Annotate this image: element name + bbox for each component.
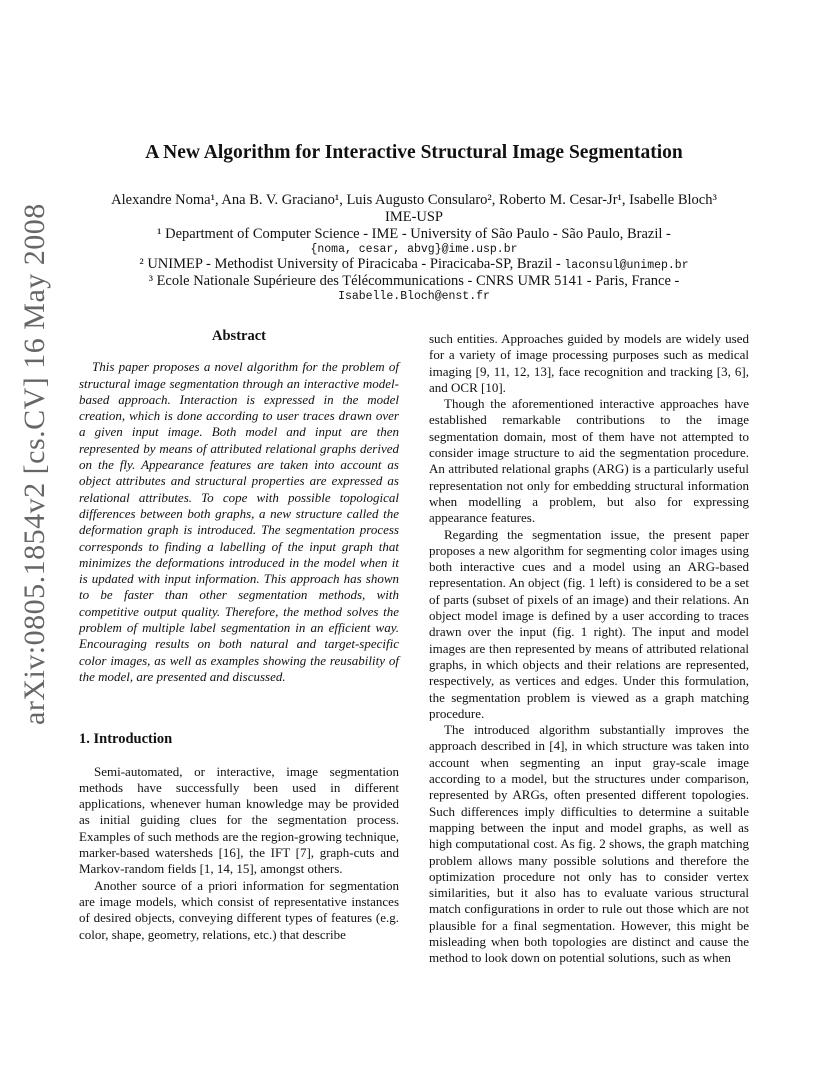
- affiliation-1: ¹ Department of Computer Science - IME - University of São Paulo - São Paulo, Brazil -: [157, 226, 671, 242]
- right-paragraph-1: such entities. Approaches guided by models are widely used for a variety of image processing purposes such as medical imaging [9, 11, 12, 13], face recognition and tracking [3, 6], and OCR [10].: [429, 331, 749, 395]
- email-2: laconsul@unimep.br: [564, 259, 689, 272]
- paper-title: A New Algorithm for Interactive Structural Image Segmentation: [145, 142, 683, 163]
- section-heading-introduction: 1. Introduction: [79, 731, 173, 748]
- left-column: [79, 328, 399, 943]
- author-block: [0, 192, 828, 303]
- affiliation-3: ³ Ecole Nationale Supérieure des Télécommunications - CNRS UMR 5141 - Paris, France -: [148, 273, 680, 289]
- right-paragraph-2: Though the aforementioned interactive approaches have established remarkable contributions to the image segmentation domain, most of them have not attempted to consider image structure to aid the segmentation procedure. An attributed relational graphs (ARG) is a particularly useful representation not only for embedding structural information when modelling a problem, but also for expressing appearance features.: [429, 396, 749, 526]
- right-paragraph-3: Regarding the segmentation issue, the present paper proposes a new algorithm for segmenting color images using both interactive cues and a model using an ARG-based representation. An object (fig. 1 left) is considered to be a set of parts (subset of pixels of an image) and their relations. An object model image is defined by a user according to traces drawn over the input (fig. 1 right). The input and model images are then represented by means of attributed relational graphs, in which objects and their relations are represented, respectively, as vertices and edges. Under this formulation, the segmentation problem is viewed as a graph matching procedure.: [429, 526, 749, 721]
- email-3: Isabelle.Bloch@enst.fr: [338, 290, 490, 303]
- abstract-text: This paper proposes a novel algorithm for the problem of structural image segmentation through an interactive model-based approach. Interaction is expressed in the model creation, which is done according to user traces drawn over a given input image. Both model and input are then represented by means of attributed relational graphs derived on the fly. Appearance features are taken into account as object attributes and structural properties are expressed as relational attributes. To cope with possible topological differences between both graphs, a new structure called the deformation graph is introduced. The segmentation process corresponds to finding a labelling of the input graph that minimizes the deformations introduced in the model when it is updated with input information. This approach has shown to be faster than other segmentation methods, with competitive output quality. Therefore, the method solves the problem of multiple label segmentation in an efficient way. Encouraging results on both natural and target-specific color images, as well as examples showing the reusability of the model, are presented and discussed.: [79, 359, 399, 684]
- abstract-heading: Abstract: [212, 328, 266, 344]
- right-paragraph-4: The introduced algorithm substantially improves the approach described in [4], in which structure was taken into account when segmenting an input gray-scale image according to a model, but the structures under comparison, represented by ARGs, often presented different topologies. Such differences imply difficulties to determine a suitable mapping between the input and model graphs, as well as high computational cost. As fig. 2 shows, the graph matching problem allows many possible solutions and therefore the optimization procedure not only has to consider vertex similarities, but it also has to evaluate various structural match configurations in order to rule out those which are not plausible for a final segmentation. However, this might be misleading when both topologies are distinct and cause the method to look down on potential solutions, such as when: [429, 722, 749, 966]
- author-institution: IME-USP: [384, 209, 443, 225]
- intro-paragraph-1: Semi-automated, or interactive, image segmentation methods have successfully been used in different applications, whenever human knowledge may be provided as initial guiding clues for the segmentation process. Examples of such methods are the region-growing technique, marker-based watersheds [16], the IFT [7], graph-cuts and Markov-random fields [1, 14, 15], amongst others.: [79, 763, 399, 877]
- arxiv-side-stamp: arXiv:0805.1854v2 [cs.CV] 16 May 2008: [18, 203, 51, 725]
- email-1: {noma, cesar, abvg}@ime.usp.br: [310, 243, 518, 256]
- affiliation-2: ² UNIMEP - Methodist University of Piracicaba - Piracicaba-SP, Brazil -: [139, 256, 561, 272]
- author-names: Alexandre Noma¹, Ana B. V. Graciano¹, Luis Augusto Consularo², Roberto M. Cesar-Jr¹, Isabelle Bloch³: [111, 192, 717, 208]
- intro-paragraph-2: Another source of a priori information for segmentation are image models, which consist of representative instances of desired objects, conveying different types of features (e.g. color, shape, geometry, relations, etc.) that describe: [79, 877, 399, 942]
- affiliation-2-line: [0, 256, 828, 273]
- right-column: [429, 331, 749, 967]
